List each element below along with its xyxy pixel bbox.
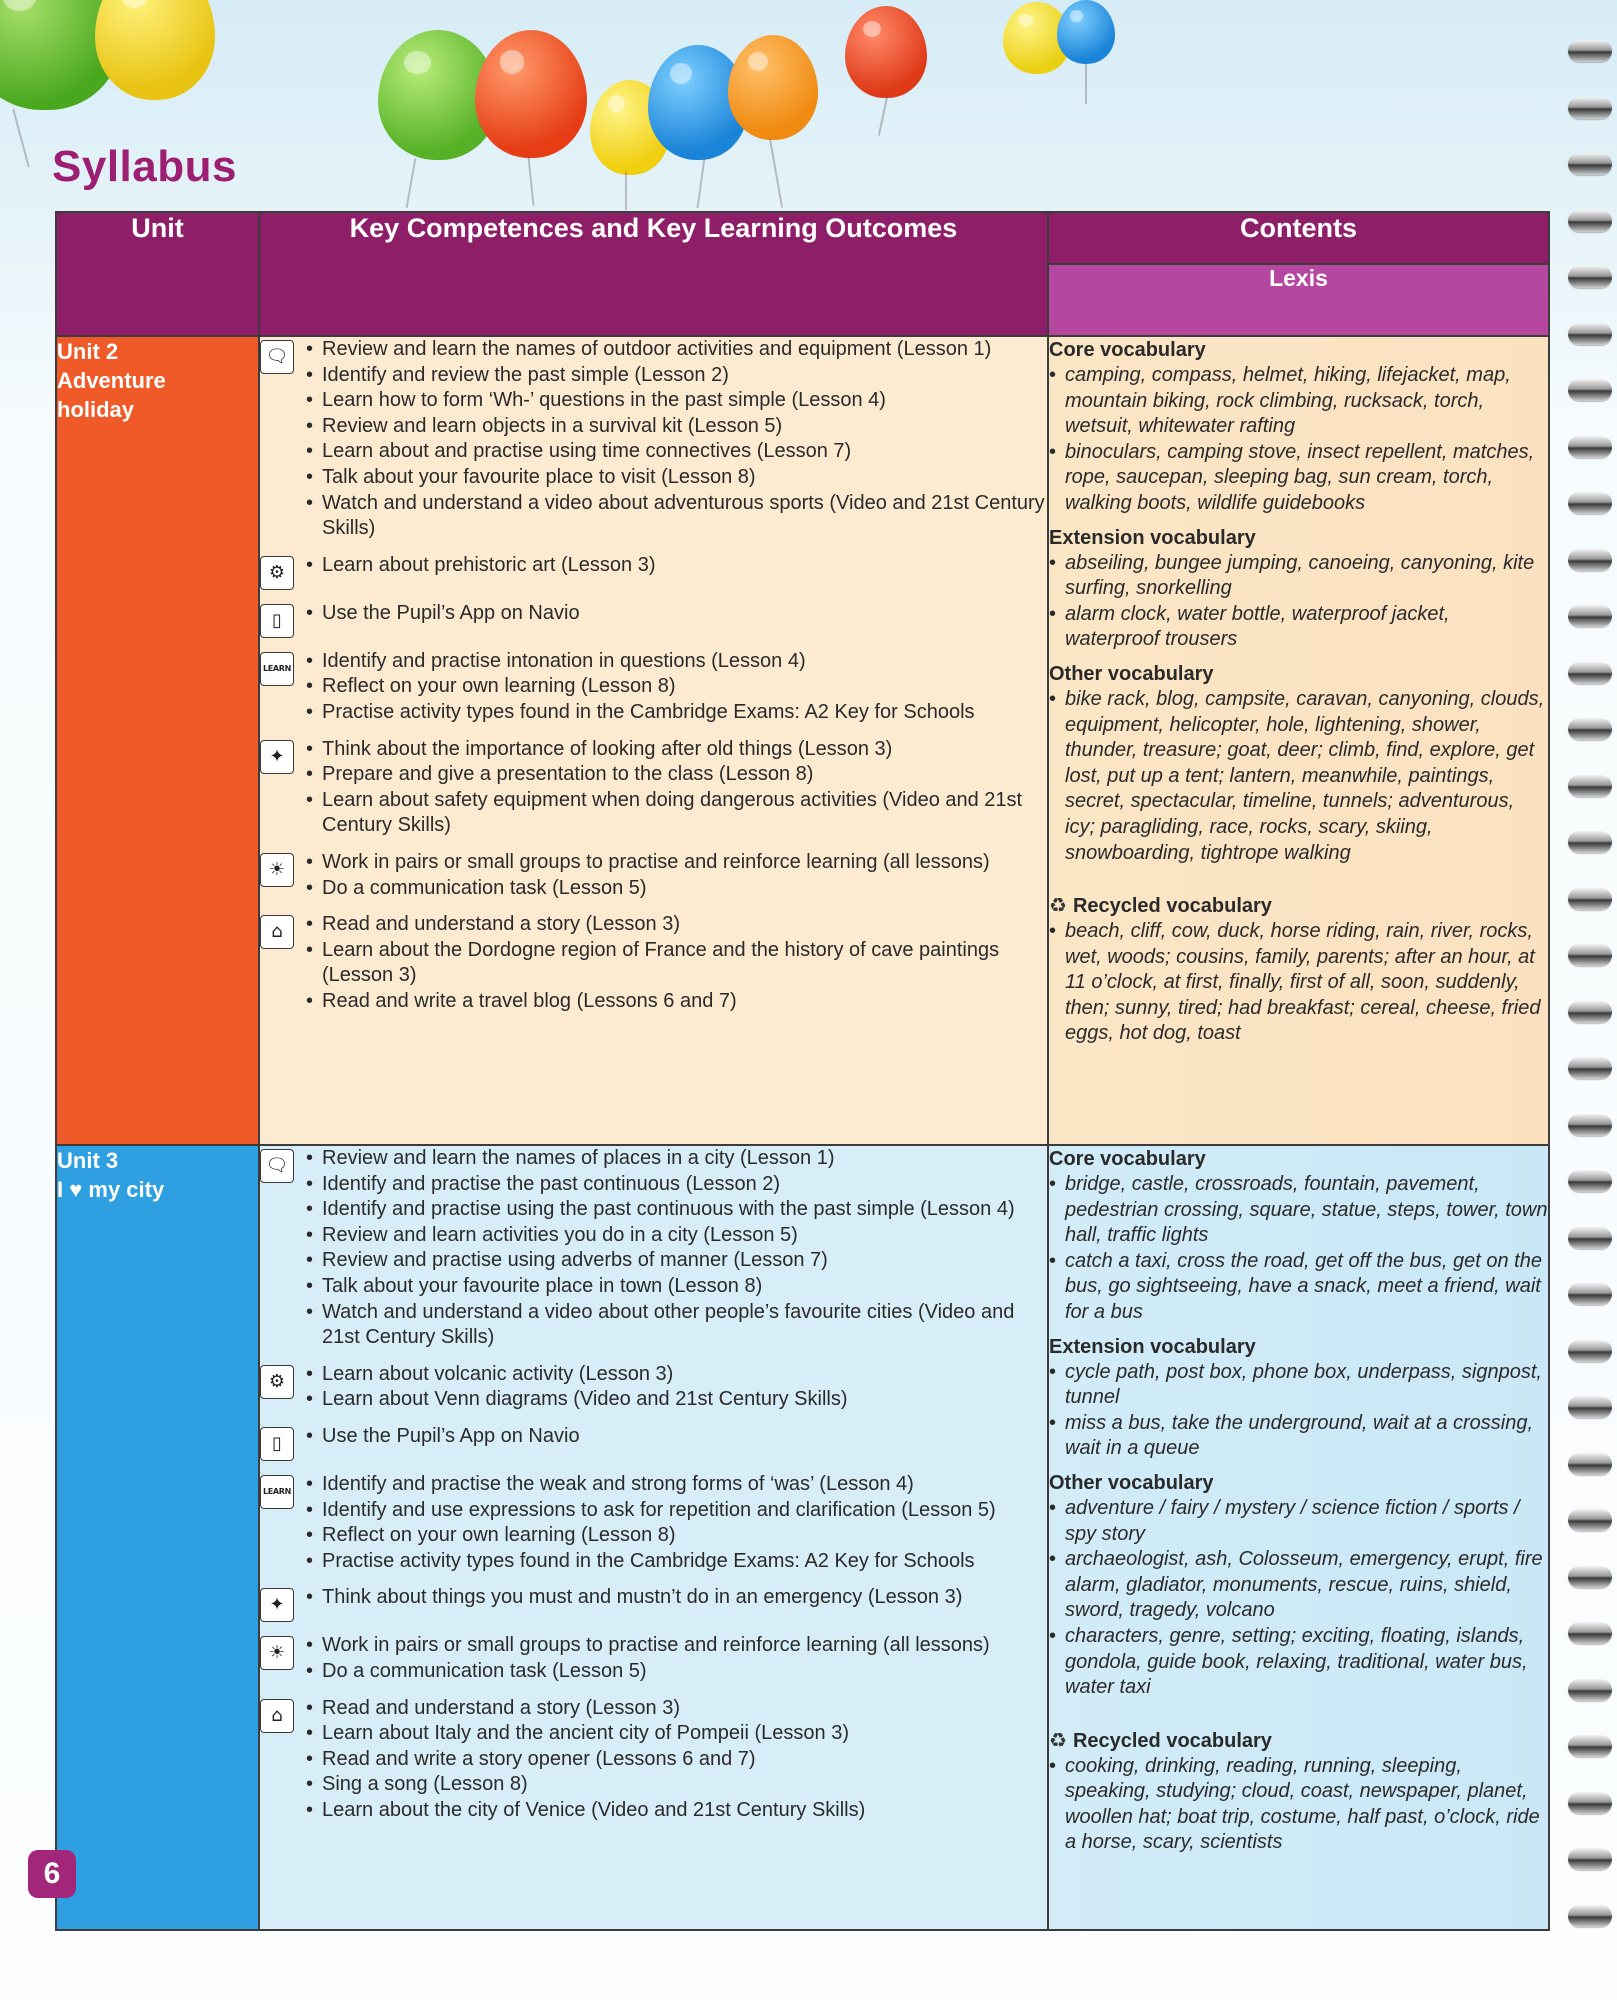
binding-ring [1568,1848,1612,1870]
recycled-vocabulary-heading [1049,1727,1548,1754]
binding-ring [1568,944,1612,966]
core-vocabulary-title: Core vocabulary [1049,339,1206,361]
outcome-item: • Learn about the Dordogne region of France and the history of cave paintings (Lesson 3) [304,938,1047,989]
binding-ring [1568,549,1612,571]
vocabulary-item: • miss a bus, take the underground, wait at a crossing, wait in a queue [1049,1411,1548,1462]
vocabulary-item: • bike rack, blog, campsite, caravan, canyoning, clouds, equipment, helicopter, hole, lightening, shower, thunder, treasure; goat, deer; climb, find, explore, get lost, put up a tent; lantern, meanwhile, paintings, secret, spectacular, timeline, tunnels; adventurous, icy; paragliding, race, rocks, scary, skiing, snowboarding, tightrope walking [1049,687,1548,866]
outcome-item: • Practise activity types found in the Cambridge Exams: A2 Key for Schools [304,1549,1047,1575]
competence-group [260,1585,1047,1622]
binding-ring [1568,662,1612,684]
binding-ring [1568,97,1612,119]
outcome-item: • Practise activity types found in the Cambridge Exams: A2 Key for Schools [304,700,1047,726]
balloon [95,0,215,100]
outcome-list [304,912,1047,1014]
outcome-list [304,649,1047,726]
binding-ring [1568,1396,1612,1418]
outcome-item: • Read and understand a story (Lesson 3) [304,1696,1047,1722]
recycled-vocabulary-title: Recycled vocabulary [1072,895,1272,918]
outcome-item: • Use the Pupil’s App on Navio [304,601,1047,627]
outcome-item: • Review and learn objects in a survival kit (Lesson 5) [304,414,1047,440]
extension-vocabulary-heading [1049,1334,1548,1360]
vocabulary-item: • catch a taxi, cross the road, get off the bus, get on the bus, go sightseeing, have a snack, meet a friend, wait for a bus [1049,1249,1548,1326]
handshake-icon: ✦ [260,1588,294,1622]
outcome-item: • Review and learn the names of places in a city (Lesson 1) [304,1146,1047,1172]
binding-ring [1568,40,1612,62]
other-vocabulary-title: Other vocabulary [1049,1471,1214,1494]
outcome-item: • Review and practise using adverbs of manner (Lesson 7) [304,1248,1047,1274]
outcome-item: • Use the Pupil’s App on Navio [304,1424,1047,1450]
tablet-app-icon: ▯ [260,604,294,638]
binding-ring [1568,436,1612,458]
recycle-icon: ♻ [1049,1727,1067,1752]
outcome-item: • Do a communication task (Lesson 5) [304,876,1047,902]
balloon-string [1085,64,1087,104]
outcome-item: • Learn how to form ‘Wh-’ questions in the past simple (Lesson 4) [304,388,1047,414]
binding-ring [1568,323,1612,345]
balloon-string [527,156,534,206]
binding-ring [1568,1622,1612,1644]
spiral-binding [1568,40,1614,1960]
binding-ring [1568,831,1612,853]
extension-vocabulary-heading [1049,525,1548,551]
extension-vocabulary-list [1049,551,1548,653]
core-vocabulary-list [1049,363,1548,517]
unit-unit-label: Unit 2 [57,339,119,364]
unit-unit-title-2: holiday [57,397,135,422]
core-vocabulary-heading [1049,337,1548,363]
vocabulary-item: • beach, cliff, cow, duck, horse riding, rain, river, rocks, wet, woods; cousins, family, parents; after an hour, at 11 o’clock, at first, finally, first of all, soon, suddenly, then; sunny, tired; had breakfast; cereal, cheese, fried eggs, hot dog, toast [1049,919,1548,1047]
balloon-string [878,96,888,136]
binding-ring [1568,492,1612,514]
binding-ring [1568,153,1612,175]
competences-cell [259,336,1048,1145]
core-vocabulary-heading [1049,1146,1548,1172]
outcome-item: • Learn about Italy and the ancient city of Pompeii (Lesson 3) [304,1721,1047,1747]
binding-ring [1568,1170,1612,1192]
competence-group [260,1633,1047,1684]
museum-icon: ⌂ [260,915,294,949]
balloon-string [625,172,627,210]
outcome-item: • Sing a song (Lesson 8) [304,1772,1047,1798]
balloon-string [12,109,29,167]
competence-group [260,337,1047,542]
binding-ring [1568,1679,1612,1701]
other-vocabulary-heading [1049,1470,1548,1496]
binding-ring [1568,605,1612,627]
competences-cell [259,1145,1048,1930]
tablet-app-icon: ▯ [260,1427,294,1461]
lexis-cell [1048,336,1549,1145]
competence-group [260,850,1047,901]
vocabulary-item: • archaeologist, ash, Colosseum, emergency, erupt, fire alarm, gladiator, monuments, rescue, ruins, shield, sword, tragedy, volcano [1049,1547,1548,1624]
competence-group [260,737,1047,839]
outcome-item: • Identify and practise the past continuous (Lesson 2) [304,1172,1047,1198]
outcome-list [304,737,1047,839]
outcome-item: • Do a communication task (Lesson 5) [304,1659,1047,1685]
outcome-item: • Talk about your favourite place to visit (Lesson 8) [304,465,1047,491]
outcome-list [304,601,1047,627]
outcome-item: • Think about the importance of looking after old things (Lesson 3) [304,737,1047,763]
balloon [475,30,587,158]
vocabulary-item: • cooking, drinking, reading, running, sleeping, speaking, studying; cloud, coast, newspaper, planet, woollen hat; boat trip, costume, half past, o’clock, ride a horse, scary, scientists [1049,1754,1548,1856]
vocabulary-item: • characters, genre, setting; exciting, floating, islands, gondola, guide book, relaxing, traditional, water bus, water taxi [1049,1624,1548,1701]
outcome-item: • Identify and use expressions to ask for repetition and clarification (Lesson 5) [304,1498,1047,1524]
balloon [845,6,927,98]
outcome-item: • Learn about prehistoric art (Lesson 3) [304,553,1047,579]
outcome-list [304,1472,1047,1574]
outcome-item: • Learn about the city of Venice (Video and 21st Century Skills) [304,1798,1047,1824]
binding-ring [1568,1057,1612,1079]
outcome-item: • Reflect on your own learning (Lesson 8) [304,1523,1047,1549]
outcome-item: • Identify and practise the weak and strong forms of ‘was’ (Lesson 4) [304,1472,1047,1498]
extension-vocabulary-list [1049,1360,1548,1462]
binding-ring [1568,1001,1612,1023]
outcome-list [304,337,1047,542]
unit-unit-title-1: I ♥ my city [57,1177,165,1202]
balloon-string [697,158,706,208]
vocabulary-item: • camping, compass, helmet, hiking, lifejacket, map, mountain biking, rock climbing, rucksack, torch, wetsuit, whitewater rafting [1049,363,1548,440]
competence-group [260,649,1047,726]
outcome-list [304,1585,1047,1611]
outcome-item: • Learn about Venn diagrams (Video and 21st Century Skills) [304,1387,1047,1413]
outcome-list [304,553,1047,579]
outcome-item: • Learn about volcanic activity (Lesson 3) [304,1362,1047,1388]
outcome-list [304,1424,1047,1450]
other-vocabulary-list [1049,1496,1548,1701]
balloon-string [406,158,417,208]
outcome-item: • Work in pairs or small groups to practise and reinforce learning (all lessons) [304,1633,1047,1659]
balloon [728,35,818,140]
recycle-icon: ♻ [1049,893,1067,918]
extension-vocabulary-title: Extension vocabulary [1049,1335,1256,1358]
vocabulary-item: • adventure / fairy / mystery / science fiction / sports / spy story [1049,1496,1548,1547]
syllabus-table [55,211,1550,1931]
core-vocabulary-title: Core vocabulary [1049,1148,1206,1170]
vocabulary-item: • alarm clock, water bottle, waterproof jacket, waterproof trousers [1049,602,1548,653]
outcome-item: • Think about things you must and mustn’t do in an emergency (Lesson 3) [304,1585,1047,1611]
unit-unit-label: Unit 3 [57,1148,119,1173]
outcome-item: • Identify and review the past simple (Lesson 2) [304,363,1047,389]
binding-ring [1568,1227,1612,1249]
outcome-item: • Watch and understand a video about adventurous sports (Video and 21st Century Skills) [304,491,1047,542]
recycled-vocabulary-list [1049,1754,1548,1856]
vocabulary-item: • bridge, castle, crossroads, fountain, pavement, pedestrian crossing, square, statue, steps, tower, town hall, traffic lights [1049,1172,1548,1249]
lightbulb-icon: ☀ [260,1636,294,1670]
vocabulary-item: • abseiling, bungee jumping, canoeing, canyoning, kite surfing, snorkelling [1049,551,1548,602]
header-competences: Key Competences and Key Learning Outcomes [259,212,1048,336]
unit-unit-title-1: Adventure [57,368,166,393]
learn-book-icon: LEARN [260,1475,294,1509]
outcome-item: • Read and write a travel blog (Lessons 6 and 7) [304,989,1047,1015]
learn-book-icon: LEARN [260,652,294,686]
lexis-cell [1048,1145,1549,1930]
binding-ring [1568,1283,1612,1305]
handshake-icon: ✦ [260,740,294,774]
outcome-item: • Review and learn the names of outdoor activities and equipment (Lesson 1) [304,337,1047,363]
unit-cell [56,336,259,1145]
unit-cell [56,1145,259,1930]
lightbulb-icon: ☀ [260,853,294,887]
page-number: 6 [28,1850,76,1898]
outcome-item: • Watch and understand a video about other people’s favourite cities (Video and 21st Century Skills) [304,1300,1047,1351]
outcome-list [304,1146,1047,1351]
header-unit: Unit [56,212,259,336]
outcome-list [304,1696,1047,1824]
header-lexis: Lexis [1048,264,1549,336]
binding-ring [1568,1114,1612,1136]
outcome-item: • Talk about your favourite place in town (Lesson 8) [304,1274,1047,1300]
recycled-vocabulary-heading [1049,892,1548,919]
outcome-item: • Learn about safety equipment when doing dangerous activities (Video and 21st Century Skills) [304,788,1047,839]
recycled-vocabulary-list [1049,919,1548,1047]
competence-group [260,1472,1047,1574]
header-contents: Contents [1048,212,1549,264]
outcome-item: • Prepare and give a presentation to the class (Lesson 8) [304,762,1047,788]
binding-ring [1568,1735,1612,1757]
page-title: Syllabus [52,142,237,191]
outcome-list [304,1633,1047,1684]
competence-group [260,1696,1047,1824]
gears-icon: ⚙ [260,556,294,590]
other-vocabulary-list [1049,687,1548,866]
binding-ring [1568,775,1612,797]
binding-ring [1568,266,1612,288]
outcome-item: • Work in pairs or small groups to practise and reinforce learning (all lessons) [304,850,1047,876]
gears-icon: ⚙ [260,1365,294,1399]
outcome-item: • Read and write a story opener (Lessons 6 and 7) [304,1747,1047,1773]
binding-ring [1568,1509,1612,1531]
competence-group [260,1146,1047,1351]
competence-group [260,601,1047,638]
binding-ring [1568,1792,1612,1814]
binding-ring [1568,1905,1612,1927]
competence-group [260,1362,1047,1413]
outcome-item: • Learn about and practise using time connectives (Lesson 7) [304,439,1047,465]
outcome-list [304,1362,1047,1413]
outcome-item: • Reflect on your own learning (Lesson 8) [304,674,1047,700]
binding-ring [1568,718,1612,740]
binding-ring [1568,888,1612,910]
unit-row [56,336,1549,1145]
binding-ring [1568,379,1612,401]
outcome-item: • Review and learn activities you do in a city (Lesson 5) [304,1223,1047,1249]
other-vocabulary-title: Other vocabulary [1049,662,1214,685]
other-vocabulary-heading [1049,661,1548,687]
museum-icon: ⌂ [260,1699,294,1733]
competence-group [260,553,1047,590]
outcome-item: • Identify and practise using the past continuous with the past simple (Lesson 4) [304,1197,1047,1223]
binding-ring [1568,1340,1612,1362]
outcome-list [304,850,1047,901]
outcome-item: • Identify and practise intonation in questions (Lesson 4) [304,649,1047,675]
speech-bubble-icon: 🗨 [260,1149,294,1183]
vocabulary-item: • binoculars, camping stove, insect repellent, matches, rope, saucepan, sleeping bag, sun cream, torch, walking boots, wildlife guidebooks [1049,440,1548,517]
outcome-item: • Read and understand a story (Lesson 3) [304,912,1047,938]
binding-ring [1568,1566,1612,1588]
core-vocabulary-list [1049,1172,1548,1326]
binding-ring [1568,1453,1612,1475]
vocabulary-item: • cycle path, post box, phone box, underpass, signpost, tunnel [1049,1360,1548,1411]
competence-group [260,1424,1047,1461]
competence-group [260,912,1047,1014]
speech-bubble-icon: 🗨 [260,340,294,374]
unit-row [56,1145,1549,1930]
recycled-vocabulary-title: Recycled vocabulary [1072,1729,1272,1752]
balloon-string [769,138,783,207]
binding-ring [1568,210,1612,232]
extension-vocabulary-title: Extension vocabulary [1049,526,1256,549]
balloon [1057,0,1115,64]
